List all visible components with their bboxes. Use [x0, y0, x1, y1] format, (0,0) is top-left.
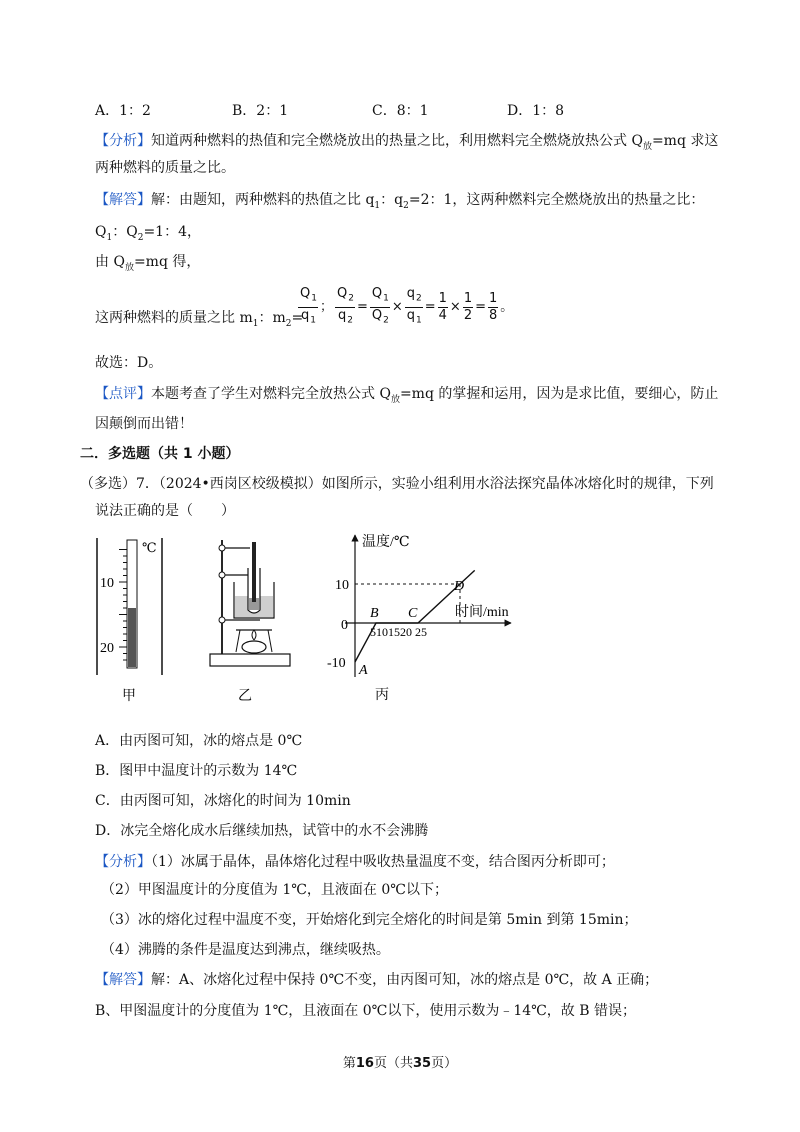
page-footer: 第16页（共35页）	[342, 1056, 458, 1071]
x-axis-label: 时间/min	[455, 605, 509, 620]
q7-analysis-line4: （4）沸腾的条件是温度达到沸点，继续吸热。	[101, 942, 390, 958]
q6-mass-ratio-line: 这两种燃料的质量之比 $m_1$：$m_2=$	[95, 310, 304, 329]
option-d: D．1：8	[507, 103, 565, 119]
page-number: 16	[355, 1056, 374, 1071]
caption-jia: 甲	[122, 689, 136, 704]
fraction-1-over-4: $\frac{1}{4}$	[438, 290, 447, 323]
option-c: C．8：1	[372, 103, 429, 119]
figure-yi-water-bath-apparatus	[190, 530, 300, 705]
q6-comment-line1: 【点评】本题考查了学生对燃料完全放热公式 $Q_放=mq$ 的掌握和运用，因为是求比值，要细心，防止	[95, 386, 719, 405]
q7-analysis-line2: （2）甲图温度计的分度值为 1℃，且液面在 0℃以下；	[101, 882, 448, 898]
flame	[252, 630, 256, 640]
mass-ratio-formula: $\frac{Q_1}{q_1}$ ； $\frac{Q_2}{q_2}$ = $\frac{Q_1}{Q_2}$ × $\frac{q_2}{q_1}$ = $\frac{1}{4}$ × $\frac{1}{2}$ = $\frac{1}{8}$ 。	[296, 286, 513, 328]
q7-option-b: B．图甲中温度计的示数为 14℃	[95, 763, 298, 779]
caption-yi: 乙	[238, 689, 252, 704]
q7-option-c: C．由丙图可知，冰熔化的时间为 10min	[95, 793, 351, 809]
answer-tag: 【解答】	[95, 972, 151, 988]
fraction-1-over-2: $\frac{1}{2}$	[463, 290, 473, 323]
q7-stem-line1: （多选）7．（2024•西岗区校级模拟）如图所示，实验小组利用水浴法探究晶体冰熔化时的规律，下列	[80, 476, 714, 492]
fraction-1-over-8: $\frac{1}{8}$	[489, 290, 498, 323]
figure-bing-graph	[315, 527, 530, 707]
option-a: A．1：2	[95, 103, 151, 119]
point-label-C: C	[408, 606, 418, 621]
point-label-B: B	[370, 606, 379, 621]
analysis-tag: 【分析】	[95, 133, 151, 149]
q6-answer-line2: $Q_1$：$Q_2=1$：4，	[95, 224, 201, 243]
q7-stem-line2: 说法正确的是（ ）	[95, 503, 235, 519]
thermometer-liquid-column	[128, 608, 136, 667]
stand-base	[210, 654, 290, 666]
y-tick-0: 0	[341, 618, 348, 633]
q6-choice: 故选：D。	[95, 355, 163, 371]
y-axis-label: 温度/℃	[362, 535, 410, 550]
x-ticks: 5101520 25	[370, 625, 427, 639]
comment-tag: 【点评】	[95, 386, 151, 402]
q7-analysis-line1: 【分析】（1）冰属于晶体，晶体熔化过程中吸收热量温度不变，结合图丙分析即可；	[95, 854, 615, 870]
option-b: B．2：1	[232, 103, 289, 119]
q7-answer-line2: B、甲图温度计的分度值为 1℃，且液面在 0℃以下，使用示数为﹣14℃，故 B 错误；	[95, 1003, 636, 1019]
q6-answer-line3: 由 $Q_放=mq$ 得，	[95, 254, 201, 273]
q6-analysis-line1: 【分析】知道两种燃料的热值和完全燃烧放出的热量之比，利用燃料完全燃烧放热公式 $Q_放=mq$ 求这	[95, 133, 719, 152]
figure-jia-thermometer	[90, 530, 175, 705]
fraction-Q1-over-Q2: $\frac{Q_1}{Q_2}$	[371, 286, 389, 326]
caption-bing: 丙	[375, 688, 389, 703]
q7-answer-line1: 【解答】解：A、冰熔化过程中保持 0℃不变，由丙图可知，冰的熔点是 0℃，故 A 正确；	[95, 972, 659, 988]
fraction-q2-over-q2: $\frac{Q_2}{q_2}$	[336, 286, 354, 326]
alcohol-lamp	[242, 641, 266, 653]
point-label-D: D	[454, 579, 465, 594]
fraction-q2-over-q1: $\frac{q_2}{q_1}$	[406, 286, 422, 326]
section-heading: 二．多选题（共 1 小题）	[80, 446, 240, 462]
q7-option-d: D．冰完全熔化成水后继续加热，试管中的水不会沸腾	[95, 823, 429, 839]
q7-analysis-line3: （3）冰的熔化过程中温度不变，开始熔化到完全熔化的时间是第 5min 到第 15min；	[101, 912, 638, 928]
thermometer-tick-20: 20	[100, 641, 114, 656]
q6-comment-line2: 因颠倒而出错！	[95, 416, 193, 432]
q6-analysis-line2: 两种燃料的质量之比。	[95, 160, 235, 176]
thermometer-tick-10: 10	[100, 576, 114, 591]
thermometer-unit: ℃	[142, 540, 157, 555]
fraction-q1-over-q1: $\frac{Q_1}{q_1}$	[300, 286, 317, 326]
analysis-tag: 【分析】	[95, 854, 151, 870]
answer-tag: 【解答】	[95, 192, 151, 208]
y-tick-neg10: -10	[327, 656, 346, 671]
point-label-A: A	[359, 663, 368, 678]
page-total: 35	[413, 1056, 432, 1071]
thermometer-in-tube	[252, 542, 256, 602]
q7-option-a: A．由丙图可知，冰的熔点是 0℃	[95, 733, 303, 749]
q6-answer-line1: 【解答】解：由题知，两种燃料的热值之比 $q_1$：$q_2=2$：1，这两种燃料完全燃烧放出的热量之比：	[95, 192, 705, 211]
y-tick-10: 10	[335, 578, 349, 593]
